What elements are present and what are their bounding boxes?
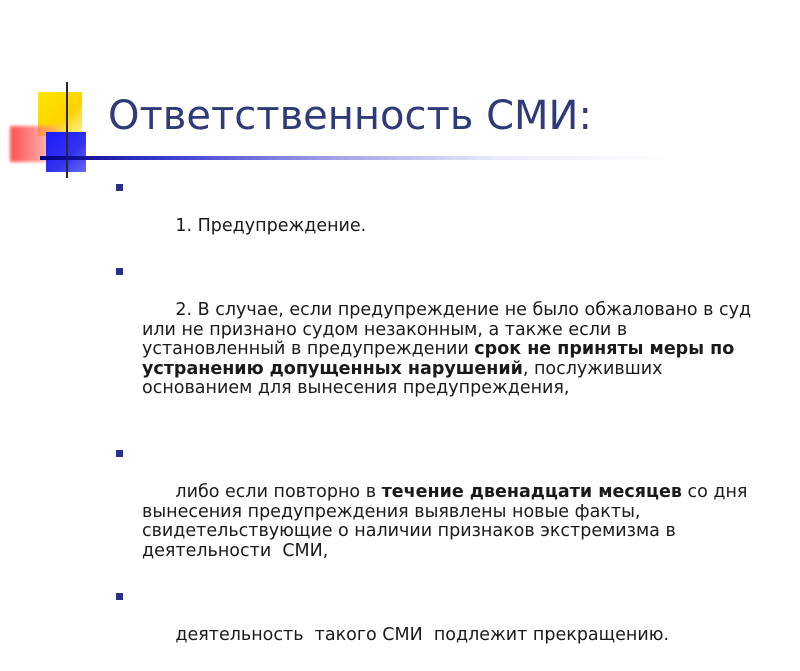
slide-title: Ответственность СМИ: [108,93,592,139]
bullet-item [114,587,774,665]
bullet-item [114,444,774,581]
bullet-list [114,178,774,671]
bullet-text-bold: течение двенадцати месяцев [381,482,682,502]
bullet-text: со дня вынесения предупреждения выявлены новые факты, свидетельствующие о наличии признаков экстремизма в деятельности СМИ, [142,482,753,561]
bullet-text: либо если повторно в [175,482,382,502]
bullet-text: , послуживших основанием для вынесения предупреждения, [142,358,669,398]
logo-vertical-line [66,82,68,178]
bullet-square-icon [116,184,123,191]
bullet-item [114,178,774,256]
bullet-text-bold: срок не приняты меры по устранению допущенных нарушений [142,339,741,379]
bullet-item [114,262,774,418]
bullet-square-icon [116,450,123,457]
bullet-text: 1. Предупреждение. [175,216,367,236]
bullet-square-icon [116,268,123,275]
title-underline [40,156,740,160]
bullet-square-icon [116,593,123,600]
bullet-text: деятельность такого СМИ подлежит прекращению. [175,624,670,645]
bullet-text: 2. В случае, если предупреждение не было обжаловано в суд или не признано судом незаконным, а также если в установленный в предупреждении [142,300,774,359]
